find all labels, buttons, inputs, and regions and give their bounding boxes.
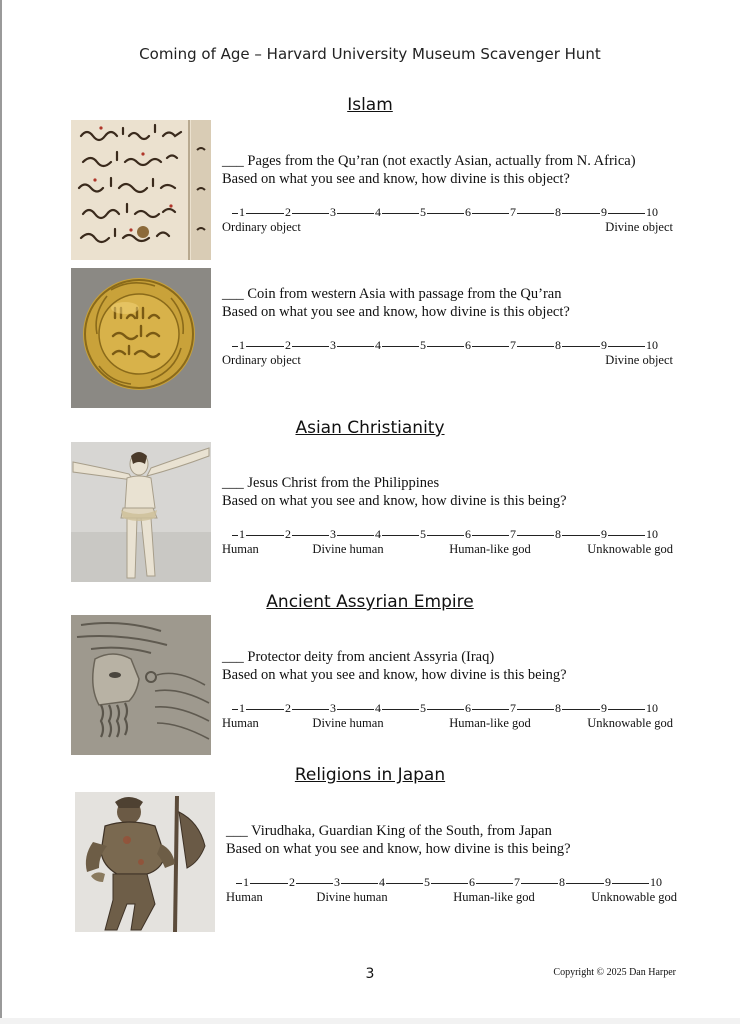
section-title-religions-in-japan: Religions in Japan [294, 765, 446, 785]
scale-number-9[interactable]: 9 [601, 701, 607, 715]
scale-number-5[interactable]: 5 [420, 205, 426, 219]
scale-number-7[interactable]: 7 [510, 701, 516, 715]
scale-number-8[interactable]: 8 [555, 338, 561, 352]
scale-number-9[interactable]: 9 [601, 338, 607, 352]
item-title: ___ Coin from western Asia with passage from the Qu’ran [222, 286, 562, 302]
page-bottom-edge [0, 1018, 740, 1024]
scale-number-10[interactable]: 10 [646, 527, 658, 541]
scale-anchor-human-like-god: Human-like god [453, 890, 535, 904]
scale-anchor-divine-human: Divine human [316, 890, 388, 904]
scale-number-7[interactable]: 7 [510, 527, 516, 541]
scale-number-10[interactable]: 10 [650, 875, 662, 889]
page-title: Coming of Age – Harvard University Museum Scavenger Hunt [139, 45, 601, 63]
section-title-asian-christianity: Asian Christianity [295, 418, 445, 438]
item-question: Based on what you see and know, how divine is this object? [222, 304, 570, 320]
scale-number-2[interactable]: 2 [289, 875, 295, 889]
scale-anchor-human: Human [226, 890, 263, 904]
question-text-block [222, 152, 682, 188]
scale-number-8[interactable]: 8 [555, 205, 561, 219]
item-title: ___ Jesus Christ from the Philippines [222, 475, 440, 491]
scale-number-2[interactable]: 2 [285, 205, 291, 219]
question-text-block [222, 648, 682, 684]
scale-number-2[interactable]: 2 [285, 527, 291, 541]
scale-anchor-unknowable-god: Unknowable god [587, 716, 673, 730]
question-text-block [222, 474, 682, 510]
scale-number-7[interactable]: 7 [510, 205, 516, 219]
question-item-assyrian-deity [0, 615, 740, 757]
scale-number-5[interactable]: 5 [424, 875, 430, 889]
scale-number-10[interactable]: 10 [646, 205, 658, 219]
scale-number-4[interactable]: 4 [375, 527, 381, 541]
item-title: ___ Protector deity from ancient Assyria (Iraq) [222, 649, 495, 665]
scale-number-3[interactable]: 3 [330, 701, 336, 715]
scale-number-7[interactable]: 7 [510, 338, 516, 352]
scale-number-2[interactable]: 2 [285, 701, 291, 715]
assyrian-relief-photo [71, 615, 211, 755]
scale-number-5[interactable]: 5 [420, 338, 426, 352]
item-question: Based on what you see and know, how divine is this being? [222, 667, 567, 683]
question-item-quran-pages [0, 120, 740, 262]
crucifix-photo [71, 442, 211, 582]
scale-number-9[interactable]: 9 [601, 527, 607, 541]
scale-anchor-human: Human [222, 716, 259, 730]
scale-anchor-divine-human: Divine human [312, 542, 384, 556]
scale-number-4[interactable]: 4 [375, 338, 381, 352]
scale-anchor-human-like-god: Human-like god [449, 542, 531, 556]
scale-line [232, 535, 656, 536]
scale-number-3[interactable]: 3 [334, 875, 340, 889]
question-text-block [222, 285, 682, 321]
scale-anchor-unknowable-god: Unknowable god [587, 542, 673, 556]
scale-number-9[interactable]: 9 [605, 875, 611, 889]
scale-number-10[interactable]: 10 [646, 701, 658, 715]
rating-scale [222, 701, 674, 735]
item-question: Based on what you see and know, how divine is this object? [222, 171, 570, 187]
question-item-jesus-christ [0, 442, 740, 584]
scale-number-8[interactable]: 8 [559, 875, 565, 889]
rating-scale [222, 527, 674, 561]
item-question: Based on what you see and know, how divine is this being? [226, 841, 571, 857]
scale-number-1[interactable]: 1 [243, 875, 249, 889]
scale-number-4[interactable]: 4 [379, 875, 385, 889]
scale-anchor-low: Ordinary object [222, 220, 301, 234]
scale-number-10[interactable]: 10 [646, 338, 658, 352]
item-title: ___ Pages from the Qu’ran (not exactly Asian, actually from N. Africa) [222, 153, 636, 169]
scale-number-6[interactable]: 6 [465, 205, 471, 219]
copyright-notice: Copyright © 2025 Dan Harper [553, 967, 676, 978]
scale-number-1[interactable]: 1 [239, 701, 245, 715]
scale-line [236, 883, 660, 884]
scale-number-6[interactable]: 6 [469, 875, 475, 889]
question-text-block [226, 822, 686, 858]
guardian-king-statue-photo [75, 792, 215, 932]
scale-anchor-low: Ordinary object [222, 353, 301, 367]
item-question: Based on what you see and know, how divine is this being? [222, 493, 567, 509]
rating-scale [222, 338, 674, 372]
scale-line [232, 709, 656, 710]
scale-number-4[interactable]: 4 [375, 205, 381, 219]
scale-number-9[interactable]: 9 [601, 205, 607, 219]
gold-coin-photo [71, 268, 211, 408]
question-item-virudhaka [0, 792, 740, 934]
section-title-islam: Islam [347, 95, 393, 115]
item-title: ___ Virudhaka, Guardian King of the South, from Japan [226, 823, 552, 839]
scale-number-1[interactable]: 1 [239, 205, 245, 219]
scale-number-8[interactable]: 8 [555, 527, 561, 541]
scale-line [232, 213, 656, 214]
scale-number-6[interactable]: 6 [465, 338, 471, 352]
scale-anchor-high: Divine object [605, 353, 673, 367]
question-item-gold-coin [0, 268, 740, 410]
scale-number-5[interactable]: 5 [420, 701, 426, 715]
scale-number-7[interactable]: 7 [514, 875, 520, 889]
scale-number-2[interactable]: 2 [285, 338, 291, 352]
scale-number-6[interactable]: 6 [465, 527, 471, 541]
scale-number-1[interactable]: 1 [239, 527, 245, 541]
scale-number-8[interactable]: 8 [555, 701, 561, 715]
scale-line [232, 346, 656, 347]
scale-number-4[interactable]: 4 [375, 701, 381, 715]
scale-number-1[interactable]: 1 [239, 338, 245, 352]
section-title-ancient-assyrian-empire: Ancient Assyrian Empire [266, 592, 474, 612]
rating-scale [222, 205, 674, 239]
scale-number-5[interactable]: 5 [420, 527, 426, 541]
rating-scale [226, 875, 678, 909]
scale-number-3[interactable]: 3 [330, 338, 336, 352]
scale-anchor-human: Human [222, 542, 259, 556]
scale-number-3[interactable]: 3 [330, 527, 336, 541]
quran-pages-photo [71, 120, 211, 260]
scale-number-6[interactable]: 6 [465, 701, 471, 715]
scale-anchor-unknowable-god: Unknowable god [591, 890, 677, 904]
scale-number-3[interactable]: 3 [330, 205, 336, 219]
scale-anchor-high: Divine object [605, 220, 673, 234]
page-number: 3 [365, 966, 375, 982]
scale-anchor-divine-human: Divine human [312, 716, 384, 730]
scale-anchor-human-like-god: Human-like god [449, 716, 531, 730]
